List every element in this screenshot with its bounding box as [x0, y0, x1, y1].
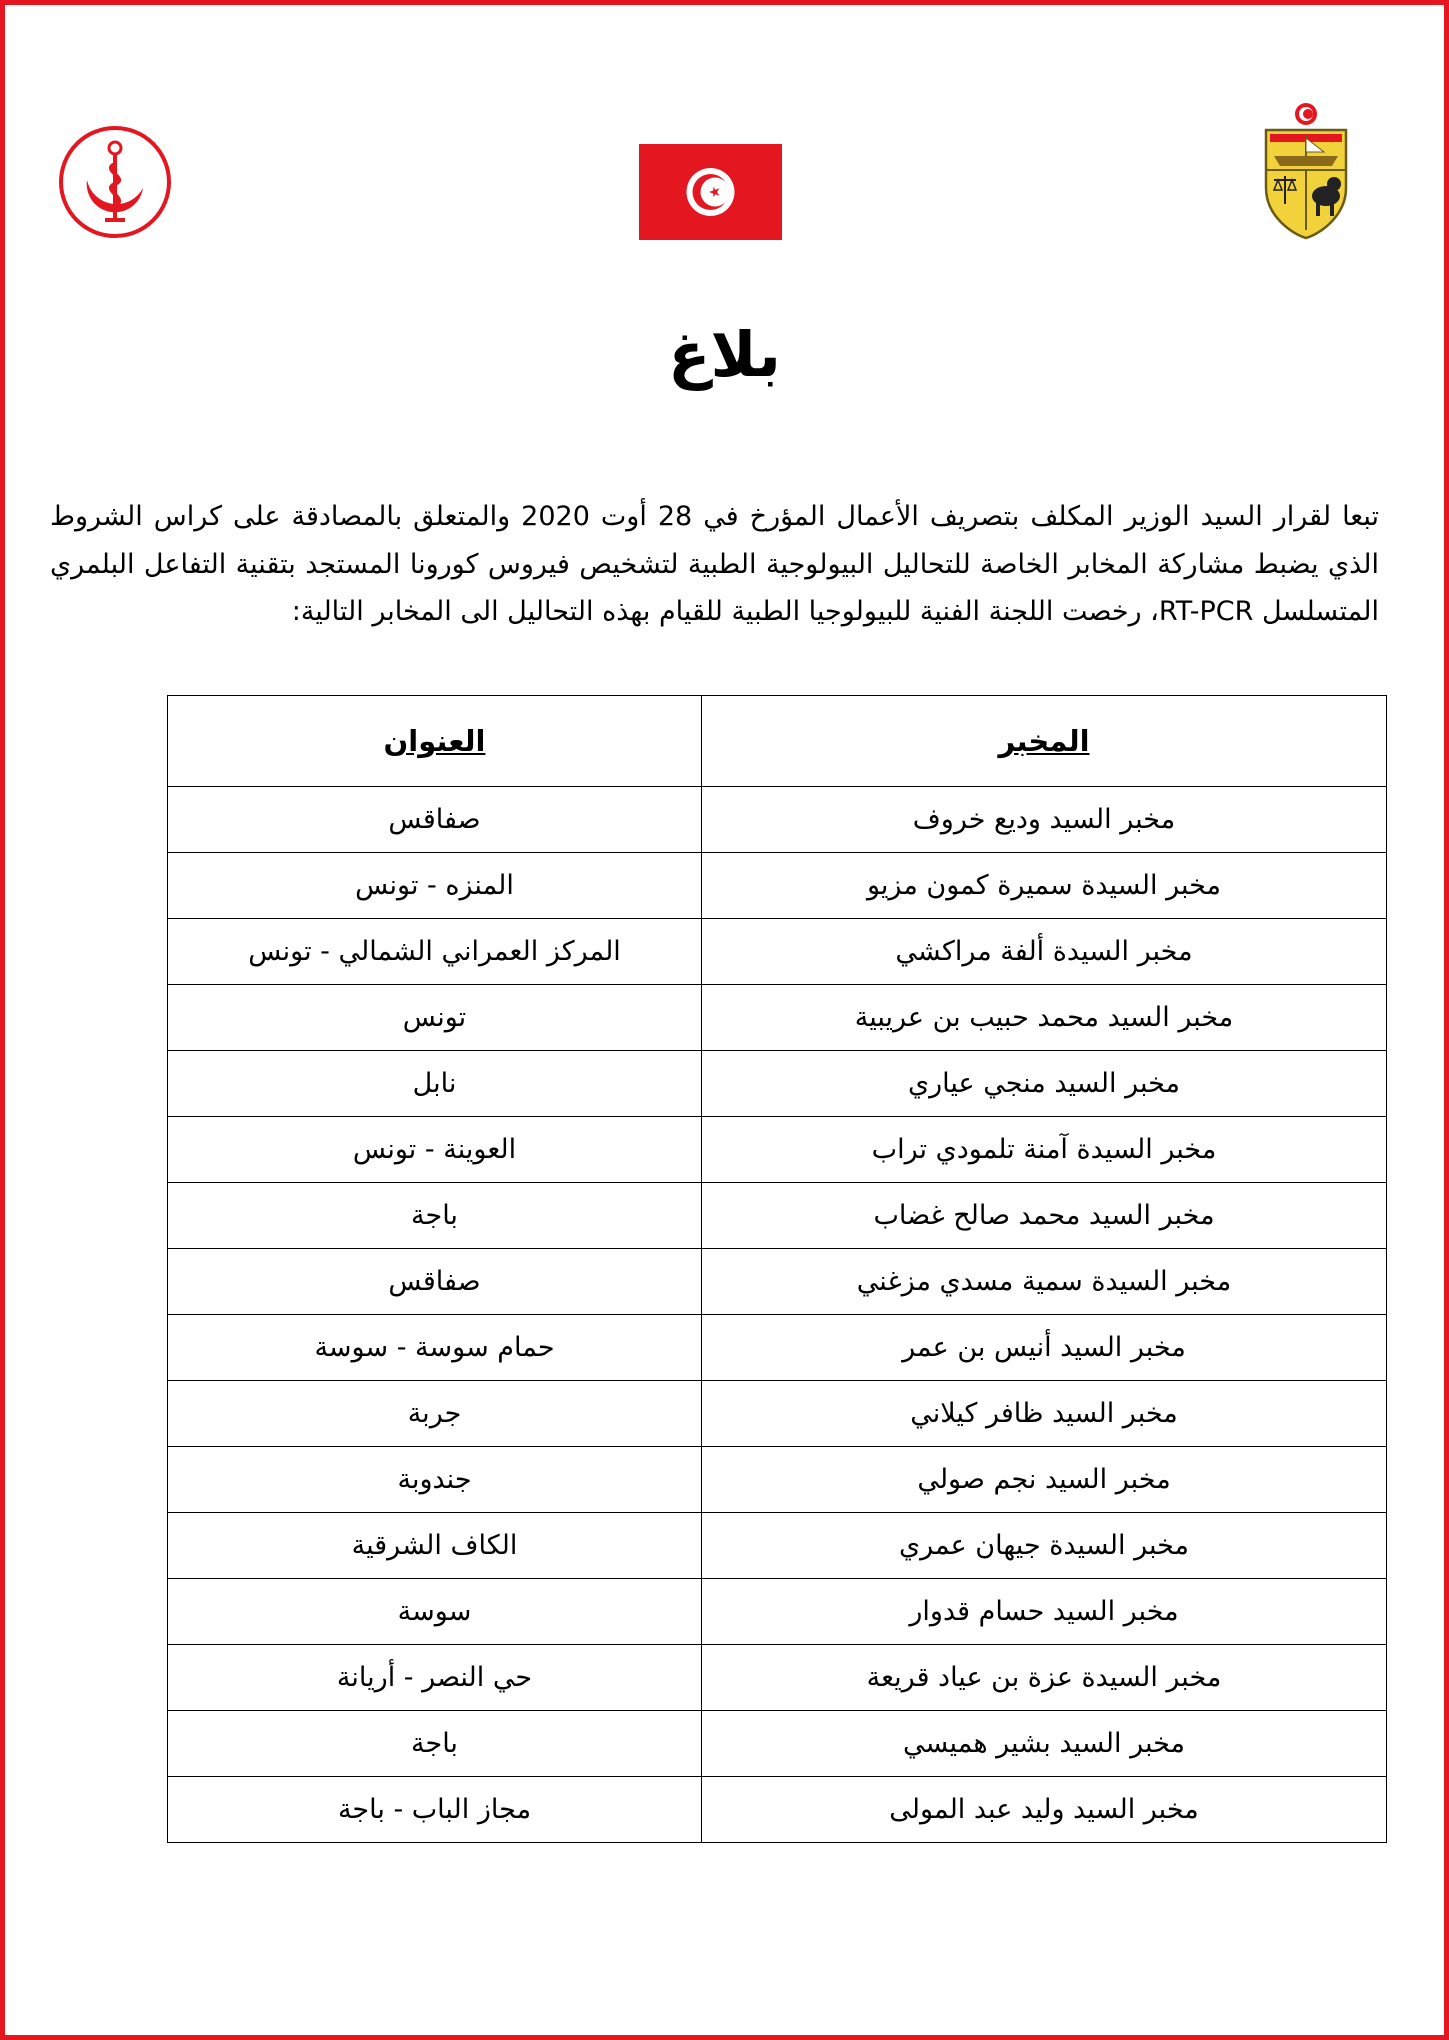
address-cell: تونس [168, 985, 702, 1051]
address-cell: باجة [168, 1711, 702, 1777]
address-cell: المنزه - تونس [168, 853, 702, 919]
lab-cell: مخبر السيدة عزة بن عياد قريعة [702, 1645, 1387, 1711]
table-row [168, 1579, 1387, 1645]
column-header-address: العنوان [168, 696, 702, 787]
labs-table [167, 695, 1387, 1843]
address-cell: المركز العمراني الشمالي - تونس [168, 919, 702, 985]
lab-cell: مخبر السيدة جيهان عمري [702, 1513, 1387, 1579]
table-row [168, 919, 1387, 985]
tunisia-flag-icon [639, 144, 782, 240]
table-row [168, 1513, 1387, 1579]
lab-cell: مخبر السيد وليد عبد المولى [702, 1777, 1387, 1843]
column-header-lab: المخبر [702, 696, 1387, 787]
address-cell: حي النصر - أريانة [168, 1645, 702, 1711]
lab-cell: مخبر السيدة سميرة كمون مزيو [702, 853, 1387, 919]
lab-cell: مخبر السيد نجم صولي [702, 1447, 1387, 1513]
lab-cell: مخبر السيد محمد حبيب بن عريبية [702, 985, 1387, 1051]
table-row [168, 1711, 1387, 1777]
lab-cell: مخبر السيد حسام قدوار [702, 1579, 1387, 1645]
table-row [168, 1777, 1387, 1843]
lab-cell: مخبر السيد منجي عياري [702, 1051, 1387, 1117]
address-cell: العوينة - تونس [168, 1117, 702, 1183]
address-cell: جربة [168, 1381, 702, 1447]
table-row [168, 1315, 1387, 1381]
lab-cell: مخبر السيدة سمية مسدي مزغني [702, 1249, 1387, 1315]
address-cell: باجة [168, 1183, 702, 1249]
table-row [168, 1381, 1387, 1447]
lab-cell: مخبر السيد بشير هميسي [702, 1711, 1387, 1777]
table-header-row [168, 696, 1387, 787]
address-cell: سوسة [168, 1579, 702, 1645]
table-row [168, 1183, 1387, 1249]
address-cell: حمام سوسة - سوسة [168, 1315, 702, 1381]
table-row [168, 1051, 1387, 1117]
lab-cell: مخبر السيدة ألفة مراكشي [702, 919, 1387, 985]
table-row [168, 787, 1387, 853]
lab-cell: مخبر السيد وديع خروف [702, 787, 1387, 853]
lab-cell: مخبر السيد ظافر كيلاني [702, 1381, 1387, 1447]
tunisia-coat-of-arms-icon [1260, 100, 1352, 240]
table-row [168, 1117, 1387, 1183]
address-cell: صفاقس [168, 1249, 702, 1315]
lab-cell: مخبر السيد محمد صالح غضاب [702, 1183, 1387, 1249]
health-ministry-logo-icon [57, 124, 173, 240]
lab-cell: مخبر السيد أنيس بن عمر [702, 1315, 1387, 1381]
table-row [168, 853, 1387, 919]
document-title: بلاغ [668, 318, 781, 391]
address-cell: صفاقس [168, 787, 702, 853]
table-row [168, 1249, 1387, 1315]
intro-paragraph: تبعا لقرار السيد الوزير المكلف بتصريف الأعمال المؤرخ في 28 أوت 2020 والمتعلق بالمصادقة على كراس الشروط الذي يضبط مشاركة المخابر الخاصة للتحاليل البيولوجية الطبية لتشخيص فيروس كورونا المستجد بتقنية التفاعل البلمري المتسلسل RT-PCR، رخصت اللجنة الفنية للبيولوجيا الطبية للقيام بهذه التحاليل الى المخابر التالية: [50, 501, 1379, 627]
address-cell: الكاف الشرقية [168, 1513, 702, 1579]
address-cell: جندوبة [168, 1447, 702, 1513]
address-cell: نابل [168, 1051, 702, 1117]
table-row [168, 1447, 1387, 1513]
table-row [168, 1645, 1387, 1711]
address-cell: مجاز الباب - باجة [168, 1777, 702, 1843]
lab-cell: مخبر السيدة آمنة تلمودي تراب [702, 1117, 1387, 1183]
table-row [168, 985, 1387, 1051]
